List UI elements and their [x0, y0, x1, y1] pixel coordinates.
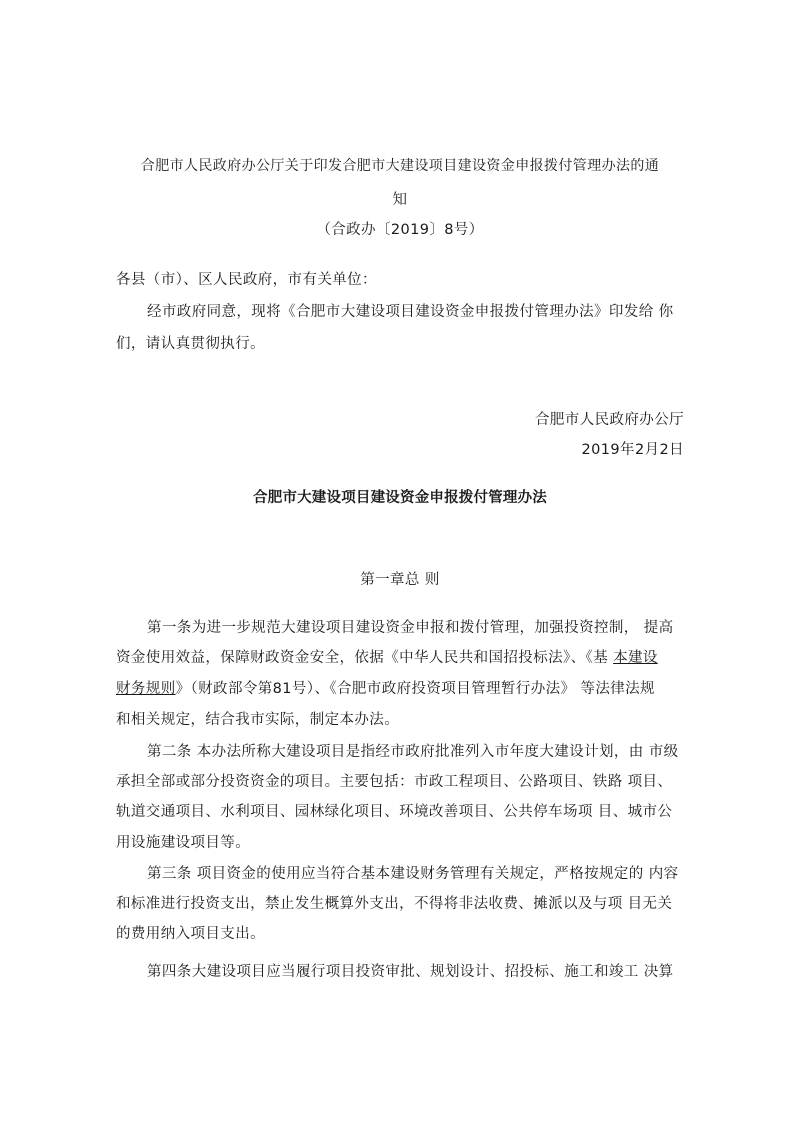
article-2-line-4: 用设施建设项目等。 [116, 835, 251, 851]
article-2-line-2: 承担全部或部分投资资金的项目。主要包括：市政工程项目、公路项目、铁路 项目、 [116, 774, 673, 790]
notice-body-line-1: 经市政府同意，现将《合肥市大建设项目建设资金申报拨付管理办法》印发给 你 [147, 304, 674, 320]
article-1-line-2 [116, 646, 658, 667]
article-3-line-2: 和标准进行投资支出，禁止发生概算外支出，不得将非法收费、摊派以及与项 目无关 [116, 896, 673, 912]
document-number: （合政办〔2019〕8号） [316, 222, 484, 238]
article-1-line-1: 第一条为进一步规范大建设项目建设资金申报和拨付管理，加强投资控制， 提高 [147, 620, 674, 636]
notice-body-line-2: 们，请认真贯彻执行。 [116, 336, 265, 352]
article-1-line-4: 和相关规定，结合我市实际，制定本办法。 [116, 712, 400, 728]
article-2-line-1: 第二条 本办法所称大建设项目是指经市政府批准列入市年度大建设计划，由 市级 [147, 744, 679, 760]
notice-title-line-2: 知 [392, 192, 408, 208]
addressee: 各县（市）、区人民政府，市有关单位： [116, 272, 377, 288]
article-3-line-3: 的费用纳入项目支出。 [116, 926, 265, 942]
article-1-line-3 [116, 677, 655, 698]
article-1-line-2-text: 资金使用效益，保障财政资金安全，依据《中华人民共和国招投标法》、《基 [116, 650, 614, 666]
article-2-line-3: 轨道交通项目、水利项目、园林绿化项目、环境改善项目、公共停车场项 目、城市公 [116, 804, 673, 820]
chapter-1-heading: 第一章总 则 [360, 572, 440, 588]
underlined-phrase: 本建设 [613, 650, 658, 666]
issue-date: 2019年2月2日 [581, 442, 684, 458]
article-3-line-1: 第三条 项目资金的使用应当符合基本建设财务管理有关规定，严格按规定的 内容 [147, 866, 679, 882]
underlined-phrase: 财务规则 [116, 681, 176, 697]
article-4-line-1: 第四条大建设项目应当履行项目投资审批、规划设计、招投标、施工和竣工 决算 [147, 964, 674, 980]
measures-title: 合肥市大建设项目建设资金申报拨付管理办法 [253, 490, 547, 506]
article-1-line-3-text: 》（财政部令第81号）、《合肥市政府投资项目管理暂行办法》 等法律法规 [175, 681, 655, 697]
notice-title-line-1: 合肥市人民政府办公厅关于印发合肥市大建设项目建设资金申报拨付管理办法的通 [140, 158, 660, 174]
issuer: 合肥市人民政府办公厅 [535, 412, 684, 428]
